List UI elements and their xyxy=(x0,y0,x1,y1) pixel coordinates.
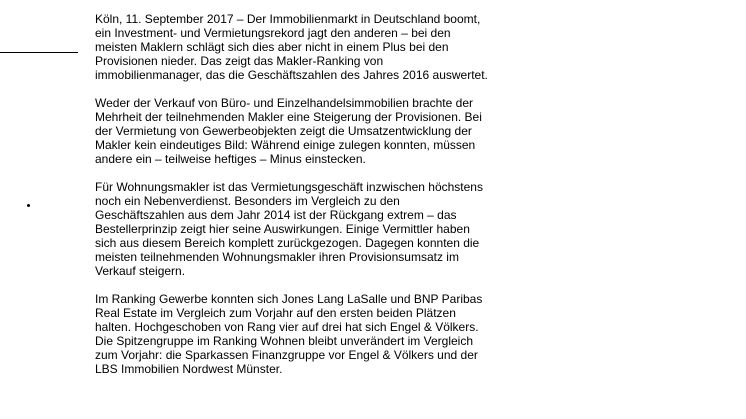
text-line: Bestellerprinzip zeigt hier seine Auswirkungen. Einige Vermittler haben xyxy=(95,222,470,236)
text-line: Provisionen nieder. Das zeigt das Makler-Ranking von xyxy=(95,54,384,68)
text-line: halten. Hochgeschoben von Rang vier auf drei hat sich Engel & Völkers. xyxy=(95,320,479,334)
paragraph-ranking xyxy=(95,292,565,376)
text-line: Die Spitzengruppe im Ranking Wohnen bleibt unverändert im Vergleich xyxy=(95,334,473,348)
text-line: noch ein Nebenverdienst. Besonders im Vergleich zu den xyxy=(95,194,400,208)
document-body xyxy=(95,12,565,390)
paragraph-intro xyxy=(95,12,565,82)
text-line: Verkauf steigern. xyxy=(95,264,186,278)
text-line: Makler kein eindeutiges Bild: Während einige zulegen konnten, müssen xyxy=(95,138,476,152)
text-line: Real Estate im Vergleich zum Vorjahr auf den ersten beiden Plätzen xyxy=(95,306,456,320)
paragraph-commercial xyxy=(95,96,565,166)
text-line: Im Ranking Gewerbe konnten sich Jones Lang LaSalle und BNP Paribas xyxy=(95,292,483,306)
text-line: Für Wohnungsmakler ist das Vermietungsgeschäft inzwischen höchstens xyxy=(95,180,483,194)
text-line: ein Investment- und Vermietungsrekord jagt den anderen – bei den xyxy=(95,26,451,40)
text-line: Geschäftszahlen aus dem Jahr 2014 ist der Rückgang extrem – das xyxy=(95,208,457,222)
text-line: LBS Immobilien Nordwest Münster. xyxy=(95,362,283,376)
text-line: andere ein – teilweise heftiges – Minus einstecken. xyxy=(95,152,366,166)
text-line: sich aus diesem Bereich komplett zurückgezogen. Dagegen konnten die xyxy=(95,236,480,250)
margin-dot xyxy=(27,204,30,207)
text-line: Mehrheit der teilnehmenden Makler eine Steigerung der Provisionen. Bei xyxy=(95,110,482,124)
text-line: Köln, 11. September 2017 – Der Immobilienmarkt in Deutschland boomt, xyxy=(95,12,481,26)
text-line: Weder der Verkauf von Büro- und Einzelhandelsimmobilien brachte der xyxy=(95,96,473,110)
text-line: meisten teilnehmenden Wohnungsmakler ihren Provisionsumsatz im xyxy=(95,250,459,264)
margin-rule xyxy=(0,52,78,53)
paragraph-residential xyxy=(95,180,565,278)
text-line: meisten Maklern schlägt sich dies aber nicht in einem Plus bei den xyxy=(95,40,449,54)
text-line: zum Vorjahr: die Sparkassen Finanzgruppe vor Engel & Völkers und der xyxy=(95,348,478,362)
text-line: immobilienmanager, das die Geschäftszahlen des Jahres 2016 auswertet. xyxy=(95,68,488,82)
text-line: der Vermietung von Gewerbeobjekten zeigt die Umsatzentwicklung der xyxy=(95,124,472,138)
